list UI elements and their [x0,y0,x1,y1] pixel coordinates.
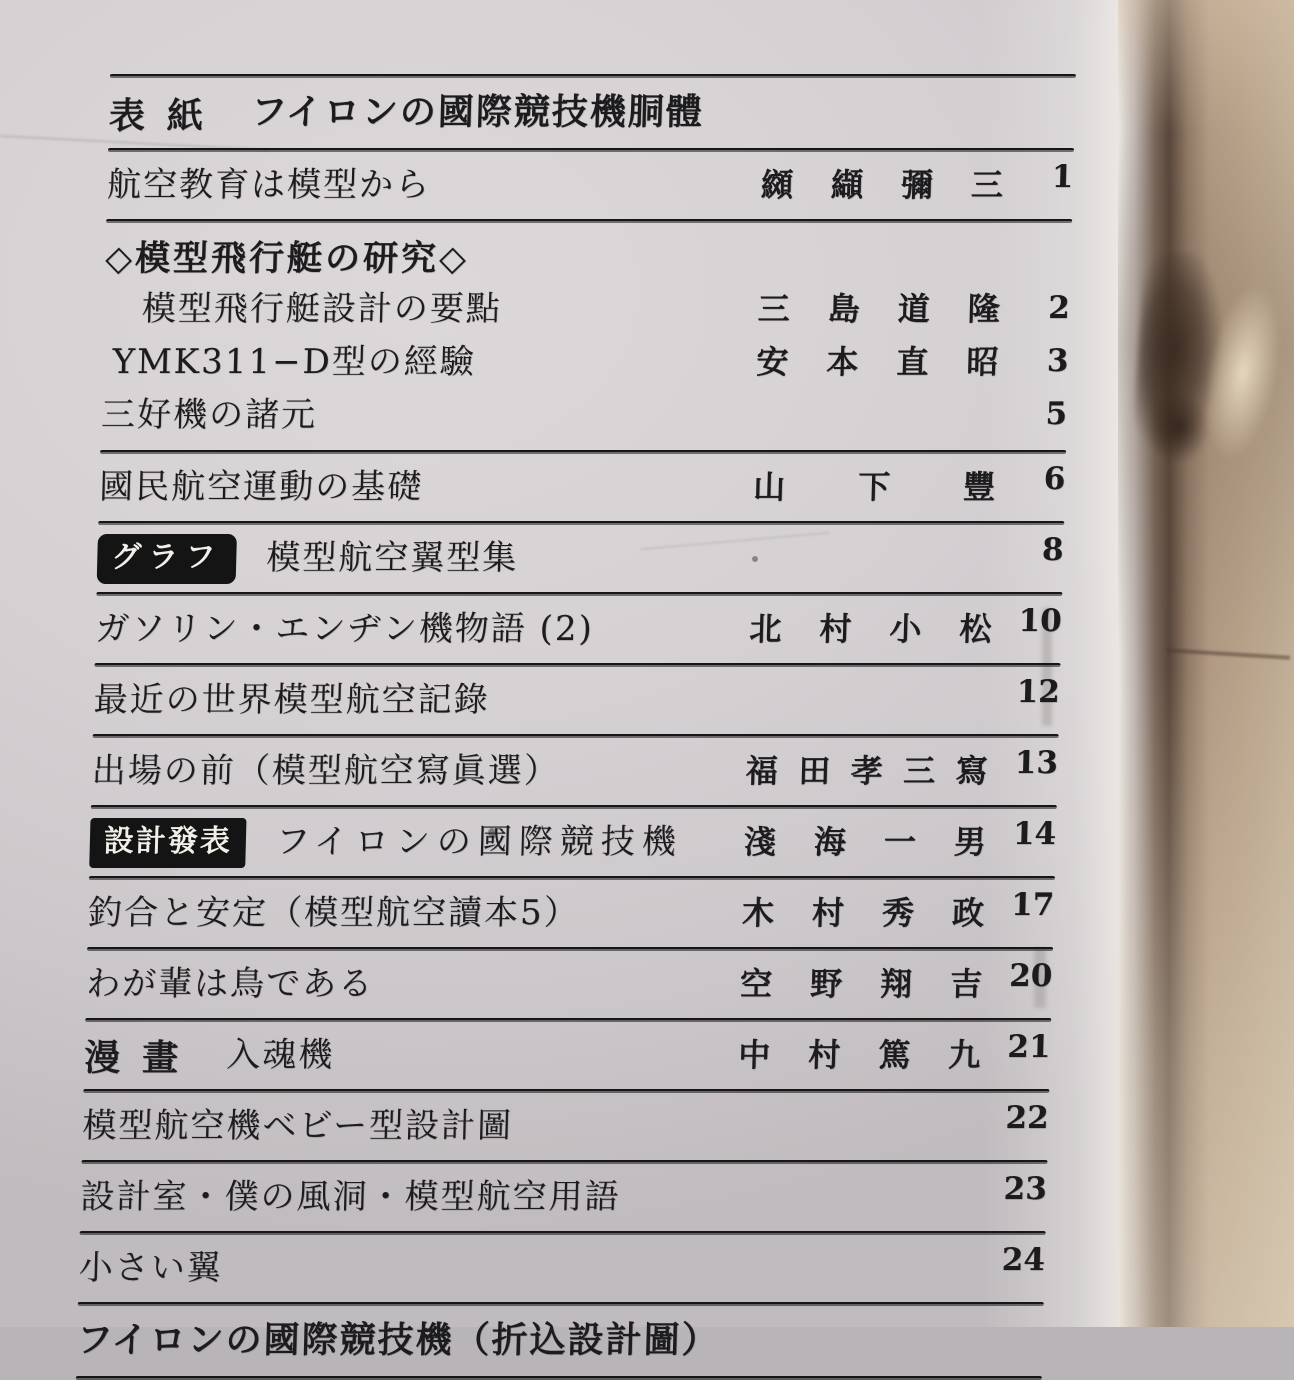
row-page-number: 24 [1001,1242,1046,1278]
divider-rule [76,1376,1042,1380]
table-of-contents [76,74,1076,1380]
row-title: 航空教育は模型から [106,164,432,205]
toc-row [85,951,1053,1018]
row-title: 模型航空機ベビー型設計圖 [81,1105,514,1146]
row-page-number: 17 [1010,887,1055,923]
toc-row [102,336,1069,389]
toc-row-foldout [76,1306,1044,1376]
row-title: 模型飛行艇設計の要點 [141,288,503,329]
row-title: フイロンの國際競技機（折込設計圖） [76,1320,721,1362]
toc-row [78,1235,1046,1302]
toc-row [95,596,1063,663]
graph-section-badge: グラフ [97,534,237,584]
row-page-number: 3 [1046,343,1069,379]
row-author: 中村篤九 [737,1035,981,1074]
row-page-number: 5 [1045,396,1068,432]
toc-row [91,738,1059,805]
row-page-number: 13 [1014,745,1059,781]
row-page-number: 14 [1012,816,1057,852]
row-page-number: 6 [1043,461,1066,497]
book-gutter-strip [1118,0,1294,1327]
toc-row-cover [108,78,1076,148]
row-author: 三島道隆 [757,289,1001,328]
row-author: 北村小松 [748,609,992,648]
group-header: ◇模型飛行艇の研究◇ [104,239,470,279]
manga-label: 漫畫 [83,1038,201,1079]
row-title: 模型航空翼型集 [265,537,519,578]
row-title: YMK311−D型の經驗 [111,341,477,382]
row-author: 山下豐 [752,467,996,506]
toc-row-group [100,223,1072,450]
row-page-number: 8 [1041,532,1065,568]
row-title: 小さい翼 [78,1247,224,1288]
row-page-number: 20 [1008,958,1053,994]
toc-row [106,152,1074,219]
toc-row [103,283,1070,336]
toc-row [98,454,1066,521]
row-author: 空野翔吉 [739,964,983,1003]
row-title: 國民航空運動の基礎 [98,466,424,507]
design-release-badge: 設計發表 [89,818,246,868]
row-author: 木村秀政 [741,893,985,932]
row-title: 設計室・僕の風洞・模型航空用語 [80,1176,622,1217]
toc-row [82,1093,1050,1160]
row-author: 安本直昭 [755,342,999,381]
row-title: 入魂機 [225,1034,335,1075]
toc-row [87,880,1055,947]
cover-label: 表紙 [108,95,226,137]
toc-row-graph [96,525,1064,592]
row-title: ガソリン・エンヂン機物語 (2) [94,608,595,649]
toc-row-design-release [89,809,1057,876]
row-page-number: 21 [1006,1029,1051,1065]
row-page-number: 1 [1051,159,1074,195]
row-page-number: 22 [1005,1100,1050,1136]
row-page-number: 12 [1016,674,1061,710]
row-title: わが輩は鳥である [85,963,375,1004]
row-author: 福田孝三寫 [745,751,989,790]
row-author: 纐纈彌三 [760,165,1004,204]
toc-row-manga [83,1022,1051,1089]
row-title: 釣合と安定（模型航空讀本5） [87,892,581,933]
row-author: 淺海一男 [743,822,987,861]
toc-row [80,1164,1048,1231]
row-title: 出場の前（模型航空寫眞選） [91,750,561,791]
row-page-number: 10 [1018,603,1063,639]
row-title: 三好機の諸元 [100,394,318,435]
row-page-number: 2 [1047,290,1071,326]
row-page-number: 23 [1003,1171,1048,1207]
toc-row [100,389,1067,442]
row-title: フイロンの國際競技機胴體 [250,92,705,134]
toc-row [93,667,1061,734]
row-title: 最近の世界模型航空記錄 [93,679,491,720]
row-title: フイロンの國際競技機 [275,821,684,862]
